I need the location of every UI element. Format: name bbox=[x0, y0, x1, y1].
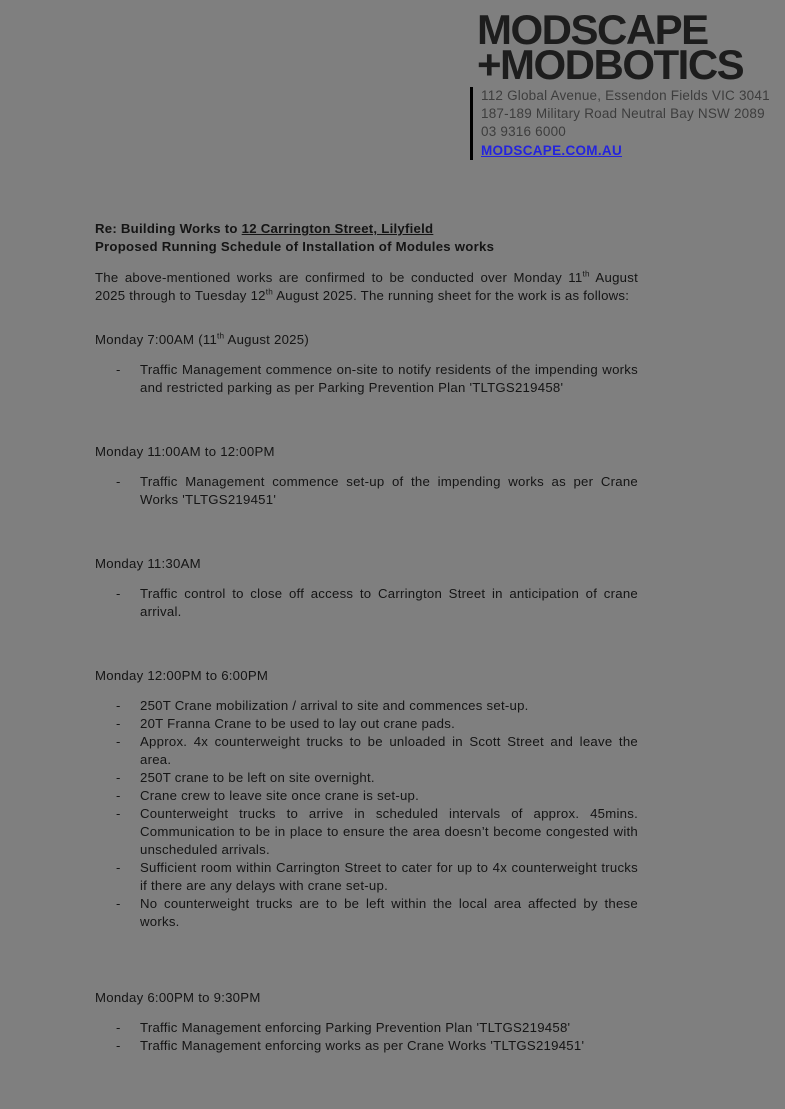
schedule-section bbox=[95, 667, 638, 931]
address-line-2: 187-189 Military Road Neutral Bay NSW 2089 bbox=[481, 106, 765, 121]
logo-line-2: +MODBOTICS bbox=[477, 41, 744, 88]
bullet-item: - Traffic Management enforcing works as per Crane Works 'TLTGS219451' bbox=[95, 1037, 638, 1055]
subject-line-2: Proposed Running Schedule of Installation of Modules works bbox=[95, 239, 495, 254]
section-heading bbox=[95, 331, 638, 349]
letterhead-contact-block bbox=[470, 87, 782, 160]
subject-line-1 bbox=[95, 220, 638, 238]
bullet-item: - Traffic Management commence set-up of the impending works as per Crane Works 'TLTGS219451' bbox=[95, 473, 638, 509]
bullet-item: - Traffic Management enforcing Parking Prevention Plan 'TLTGS219458' bbox=[95, 1019, 638, 1037]
bullet-item: - Sufficient room within Carrington Street to cater for up to 4x counterweight trucks if there are any delays with crane set-up. bbox=[95, 859, 638, 895]
text-run: Monday 11:00AM to 12:00PM bbox=[95, 444, 275, 459]
subject-block bbox=[95, 220, 638, 256]
text-run: Monday 11:30AM bbox=[95, 556, 201, 571]
company-logo bbox=[477, 6, 782, 88]
text-run: August 2025 through to Tuesday 12 bbox=[95, 270, 638, 303]
address-line-1: 112 Global Avenue, Essendon Fields VIC 3041 bbox=[481, 88, 770, 103]
schedule-section bbox=[95, 331, 638, 397]
bullet-item: - Traffic Management commence on-site to notify residents of the impending works and restricted parking as per Parking Prevention Plan 'TLTGS219458' bbox=[95, 361, 638, 397]
bullet-item: - Counterweight trucks to arrive in scheduled intervals of approx. 45mins. Communication to be in place to ensure the area doesn’t become congested with unscheduled arrivals. bbox=[95, 805, 638, 859]
phone-number: 03 9316 6000 bbox=[481, 124, 566, 139]
subject-street-address: 12 Carrington Street, Lilyfield bbox=[241, 221, 434, 236]
section-heading bbox=[95, 989, 638, 1007]
intro-paragraph bbox=[95, 269, 638, 305]
superscript: th bbox=[265, 287, 274, 297]
schedule-sections bbox=[95, 331, 638, 1055]
bullet-item: - 20T Franna Crane to be used to lay out crane pads. bbox=[95, 715, 638, 733]
logo-line-1: MODSCAPE bbox=[477, 6, 708, 53]
bullet-list bbox=[95, 585, 638, 621]
bullet-item: - 250T Crane mobilization / arrival to site and commences set-up. bbox=[95, 697, 638, 715]
text-run: August 2025. The running sheet for the work is as follows: bbox=[273, 288, 630, 303]
superscript: th bbox=[217, 331, 225, 341]
bullet-list bbox=[95, 473, 638, 509]
superscript: th bbox=[582, 269, 590, 279]
text-run: The above-mentioned works are confirmed to be conducted over Monday 11 bbox=[95, 270, 583, 285]
bullet-item: - Approx. 4x counterweight trucks to be unloaded in Scott Street and leave the area. bbox=[95, 733, 638, 769]
schedule-section bbox=[95, 555, 638, 621]
letterhead-divider bbox=[470, 87, 473, 160]
text-run: Monday 7:00AM (11 bbox=[95, 332, 218, 347]
bullet-item: - 250T crane to be left on site overnight. bbox=[95, 769, 638, 787]
text-run: August 2025) bbox=[224, 332, 309, 347]
bullet-item: - Traffic control to close off access to Carrington Street in anticipation of crane arrival. bbox=[95, 585, 638, 621]
text-run: Monday 12:00PM to 6:00PM bbox=[95, 668, 269, 683]
letterhead-address bbox=[481, 87, 770, 160]
bullet-list bbox=[95, 697, 638, 931]
letterhead bbox=[470, 6, 782, 160]
section-heading bbox=[95, 555, 638, 573]
schedule-section bbox=[95, 443, 638, 509]
website-link[interactable]: MODSCAPE.COM.AU bbox=[481, 143, 623, 158]
bullet-item: - No counterweight trucks are to be left within the local area affected by these works. bbox=[95, 895, 638, 931]
bullet-list bbox=[95, 1019, 638, 1055]
schedule-section bbox=[95, 989, 638, 1055]
letter-body bbox=[95, 220, 638, 1055]
section-heading bbox=[95, 443, 638, 461]
bullet-item: - Crane crew to leave site once crane is set-up. bbox=[95, 787, 638, 805]
bullet-list bbox=[95, 361, 638, 397]
section-heading bbox=[95, 667, 638, 685]
text-run: Monday 6:00PM to 9:30PM bbox=[95, 990, 261, 1005]
subject-prefix: Re: Building Works to bbox=[95, 221, 242, 236]
